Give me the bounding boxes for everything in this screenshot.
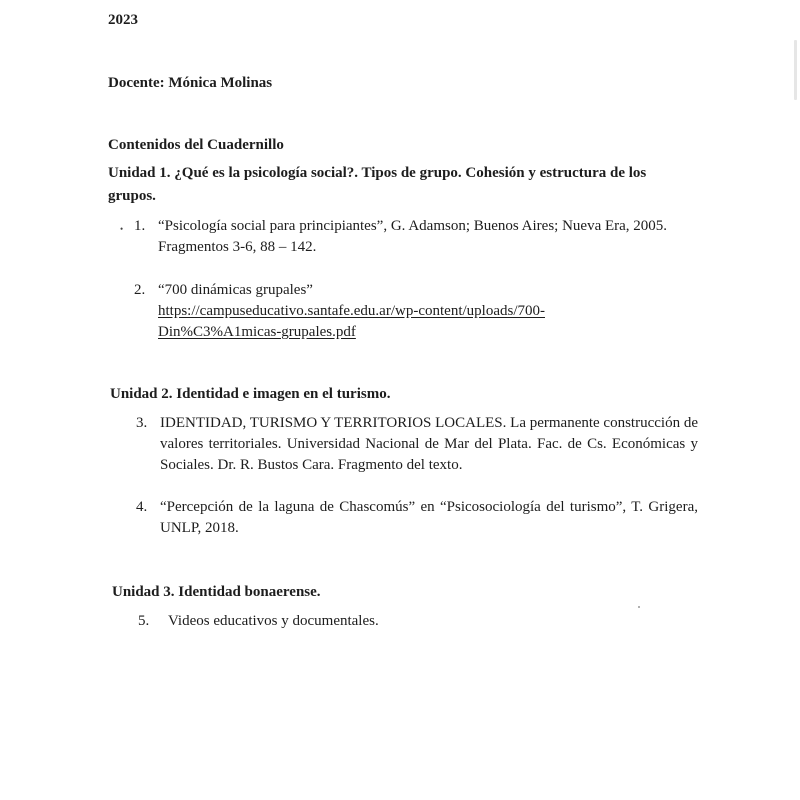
list-item-1 bbox=[134, 216, 686, 258]
resource-link-line-1[interactable]: https://campuseducativo.santafe.edu.ar/wp-content/uploads/700- bbox=[158, 303, 545, 319]
section-title: Contenidos del Cuadernillo bbox=[108, 137, 284, 153]
list-item-3 bbox=[136, 413, 698, 476]
list-item-2 bbox=[134, 280, 686, 343]
list-item-4 bbox=[136, 497, 698, 539]
list-item-number: 2. bbox=[134, 282, 146, 298]
unit-2-title: Unidad 2. Identidad e imagen en el turismo. bbox=[110, 386, 391, 402]
list-item-number: 1. bbox=[134, 218, 146, 234]
list-item-text: “700 dinámicas grupales” bbox=[158, 282, 313, 298]
bullet-mark-icon: • bbox=[120, 224, 124, 234]
list-item-body bbox=[158, 280, 545, 343]
list-item-5 bbox=[138, 611, 698, 632]
teacher-line: Docente: Mónica Molinas bbox=[108, 75, 273, 91]
list-item-text: “Percepción de la laguna de Chascomús” en “Psicosociología del turismo”, T. Grigera, UNLP, 2018. bbox=[160, 499, 698, 536]
list-item-number: 5. bbox=[138, 613, 150, 629]
year-heading: 2023 bbox=[108, 12, 138, 28]
scan-speck bbox=[638, 606, 640, 608]
list-item-number: 3. bbox=[136, 415, 148, 431]
list-item-number: 4. bbox=[136, 499, 148, 515]
resource-link-line-2[interactable]: Din%C3%A1micas-grupales.pdf bbox=[158, 324, 356, 340]
unit-3-title: Unidad 3. Identidad bonaerense. bbox=[112, 584, 321, 600]
list-item-text: Videos educativos y documentales. bbox=[168, 613, 379, 629]
scan-edge-shadow bbox=[794, 40, 797, 100]
list-item-text: “Psicología social para principiantes”, G. Adamson; Buenos Aires; Nueva Era, 2005. Fragmentos 3-6, 88 – 142. bbox=[158, 218, 668, 255]
list-item-text: IDENTIDAD, TURISMO Y TERRITORIOS LOCALES. La permanente construcción de valores territoriales. Universidad Nacional de Mar del Plata. Fac. de Cs. Económicas y Sociales. Dr. R. Bustos Cara. Fragmento del texto. bbox=[160, 415, 698, 473]
unit-1-title: Unidad 1. ¿Qué es la psicología social?. Tipos de grupo. Cohesión y estructura de los grupos. bbox=[108, 165, 647, 204]
